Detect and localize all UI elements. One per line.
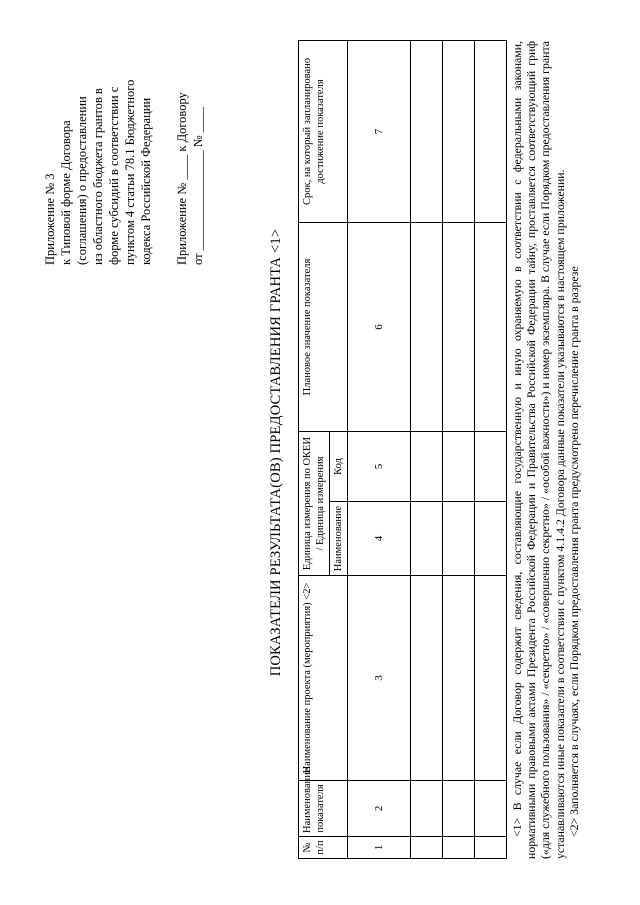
- table-cell[interactable]: [475, 837, 507, 859]
- appendix-line: (соглашения) о предоставлении: [75, 96, 89, 265]
- table-cell[interactable]: [475, 502, 507, 576]
- col-num-header: № п/п: [299, 837, 348, 859]
- table-cell[interactable]: [411, 837, 443, 859]
- table-row: [411, 41, 443, 859]
- table-cell[interactable]: [443, 576, 475, 781]
- table-cell[interactable]: [443, 781, 475, 837]
- col-indicator-name-header: Наименование показателя: [299, 781, 348, 837]
- column-number: 2: [348, 781, 411, 837]
- table-cell[interactable]: [475, 781, 507, 837]
- table-cell[interactable]: [443, 223, 475, 432]
- column-number: 3: [348, 576, 411, 781]
- col-project-name-header: Наименование проекта (мероприятия) <2>: [299, 576, 348, 781]
- indicators-table: [298, 40, 507, 859]
- document-title: ПОКАЗАТЕЛИ РЕЗУЛЬТАТА(ОВ) ПРЕДОСТАВЛЕНИЯ ГРАНТА <1>: [268, 228, 284, 677]
- footnote-1: <1> В случае если Договор содержит сведения, составляющие государственную и иную охраняемую в соответствии с федеральными законами, нормативными правовыми актами Президента Российской Федерации и Правительства Российской Федерации тайну, проставляется соответствующий гриф («для служебного пользования» / «секретно» / «совершенно секретно» / «особой важности») и номер экземпляра. В случае если Порядком предоставления гранта устанавливаются иные показатели в соответствии с пунктом 4.1.4.2 Договора данные показатели указываются в настоящем приложении.: [510, 41, 567, 859]
- column-number-row: [348, 41, 411, 859]
- table-cell[interactable]: [411, 41, 443, 223]
- table-cell[interactable]: [411, 576, 443, 781]
- col-planned-value-header: Плановое значение показателя: [299, 223, 348, 432]
- col-unit-code-header: Код: [330, 432, 348, 502]
- col-unit-name-header: Наименование: [330, 502, 348, 576]
- appendix-header: [42, 15, 206, 265]
- contract-reference: Приложение № ____ к Договору: [175, 92, 189, 265]
- table-cell[interactable]: [475, 41, 507, 223]
- footnote-2: <2> Заполняется в случаях, если Порядком предоставления гранта предусмотрено перечисление гранта в разрезе: [566, 266, 581, 837]
- spacer: [154, 15, 174, 265]
- table-cell[interactable]: [411, 432, 443, 502]
- column-number: 7: [348, 41, 411, 223]
- table-cell[interactable]: [475, 576, 507, 781]
- column-number: 4: [348, 502, 411, 576]
- appendix-line: кодекса Российской Федерации: [139, 97, 153, 265]
- appendix-line: пунктом 4 статьи 78.1 Бюджетного: [123, 79, 137, 265]
- appendix-line: Приложение № 3: [43, 173, 57, 265]
- table-cell[interactable]: [443, 432, 475, 502]
- table-cell[interactable]: [411, 223, 443, 432]
- column-number: 5: [348, 432, 411, 502]
- table-cell[interactable]: [443, 41, 475, 223]
- column-number: 6: [348, 223, 411, 432]
- appendix-line: форме субсидий в соответствии с: [107, 86, 121, 265]
- table-cell[interactable]: [443, 837, 475, 859]
- col-deadline-header: Срок, на который запланировано достижение показателя: [299, 41, 348, 223]
- footnotes: [510, 41, 581, 859]
- appendix-line: к Типовой форме Договора: [59, 120, 73, 265]
- table-cell[interactable]: [411, 502, 443, 576]
- table-cell[interactable]: [475, 432, 507, 502]
- table-cell[interactable]: [411, 781, 443, 837]
- contract-date-number: от ________________ № ____: [191, 107, 205, 265]
- table-cell[interactable]: [443, 502, 475, 576]
- table-row: [475, 41, 507, 859]
- column-number: 1: [348, 837, 411, 859]
- appendix-line: из областного бюджета грантов в: [91, 88, 105, 265]
- col-unit-group-header: Единица измерения по ОКЕИ / Единица измерения: [299, 432, 330, 576]
- table-row: [443, 41, 475, 859]
- header-row: [299, 41, 330, 859]
- table-cell[interactable]: [475, 223, 507, 432]
